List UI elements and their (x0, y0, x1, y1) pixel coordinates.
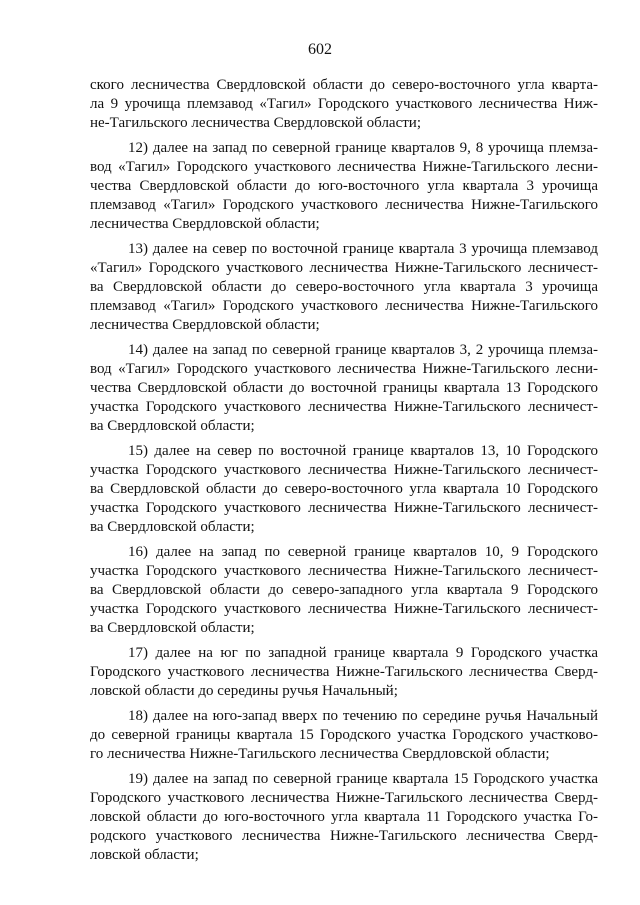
text-line: «Тагил» Городского участкового лесничества Нижне-Тагильского лесничест- (90, 260, 598, 276)
text-line: Городского участкового лесничества Нижне-Тагильского лесничества Сверд- (90, 790, 598, 806)
paragraph (90, 240, 598, 335)
text-line: лесничества Свердловской области; (90, 216, 320, 232)
text-line: участка Городского участкового лесничества Нижне-Тагильского лесничест- (90, 563, 598, 579)
text-line: 16) далее на запад по северной границе кварталов 10, 9 Городского (128, 544, 598, 560)
text-line: до северной границы квартала 15 Городского участка Городского участково- (90, 727, 598, 743)
text-line: племзавод «Тагил» Городского участкового лесничества Нижне-Тагильского (90, 197, 598, 213)
text-line: участка Городского участкового лесничества Нижне-Тагильского лесничест- (90, 601, 598, 617)
text-line: 19) далее на запад по северной границе квартала 15 Городского участка (128, 771, 598, 787)
text-line: чества Свердловской области до юго-восточного угла квартала 3 урочища (90, 178, 598, 194)
text-line: ловской области; (90, 847, 199, 863)
text-line: не-Тагильского лесничества Свердловской области; (90, 115, 421, 131)
text-line: 13) далее на север по восточной границе квартала 3 урочища племзавод (128, 241, 598, 257)
text-line: 12) далее на запад по северной границе кварталов 9, 8 урочища племза- (128, 140, 598, 156)
document-body (90, 76, 598, 871)
text-line: 17) далее на юг по западной границе квартала 9 Городского участка (128, 645, 598, 661)
text-line: ва Свердловской области до северо-восточного угла квартала 10 Городского (90, 481, 598, 497)
paragraph (90, 139, 598, 234)
text-line: 15) далее на север по восточной границе кварталов 13, 10 Городского (128, 443, 598, 459)
text-line: ловской области до юго-восточного угла квартала 11 Городского участка Го- (90, 809, 598, 825)
text-line: 18) далее на юго-запад вверх по течению по середине ручья Начальный (128, 708, 598, 724)
text-line: ва Свердловской области; (90, 519, 255, 535)
text-line: вод «Тагил» Городского участкового лесничества Нижне-Тагильского лесни- (90, 159, 598, 175)
text-line: ва Свердловской области; (90, 620, 255, 636)
text-line: вод «Тагил» Городского участкового лесничества Нижне-Тагильского лесни- (90, 361, 598, 377)
text-line: ла 9 урочища племзавод «Тагил» Городского участкового лесничества Ниж- (90, 96, 598, 112)
text-line: Городского участкового лесничества Нижне-Тагильского лесничества Сверд- (90, 664, 598, 680)
text-line: го лесничества Нижне-Тагильского лесничества Свердловской области; (90, 746, 550, 762)
text-line: чества Свердловской области до восточной границы квартала 13 Городского (90, 380, 598, 396)
text-line: 14) далее на запад по северной границе кварталов 3, 2 урочища племза- (128, 342, 598, 358)
paragraph (90, 442, 598, 537)
text-line: ва Свердловской области; (90, 418, 255, 434)
text-line: ва Свердловской области до северо-восточного угла квартала 3 урочища (90, 279, 598, 295)
paragraph (90, 76, 598, 133)
text-line: лесничества Свердловской области; (90, 317, 320, 333)
paragraph (90, 770, 598, 865)
text-line: ва Свердловской области до северо-западного угла квартала 9 Городского (90, 582, 598, 598)
text-line: ского лесничества Свердловской области до северо-восточного угла кварта- (90, 77, 598, 93)
text-line: племзавод «Тагил» Городского участкового лесничества Нижне-Тагильского (90, 298, 598, 314)
page-number: 602 (308, 41, 332, 58)
text-line: ловской области до середины ручья Начальный; (90, 683, 398, 699)
text-line: участка Городского участкового лесничества Нижне-Тагильского лесничест- (90, 399, 598, 415)
text-line: родского участкового лесничества Нижне-Тагильского лесничества Сверд- (90, 828, 598, 844)
paragraph (90, 707, 598, 764)
text-line: участка Городского участкового лесничества Нижне-Тагильского лесничест- (90, 462, 598, 478)
text-line: участка Городского участкового лесничества Нижне-Тагильского лесничест- (90, 500, 598, 516)
paragraph (90, 644, 598, 701)
paragraph (90, 341, 598, 436)
paragraph (90, 543, 598, 638)
